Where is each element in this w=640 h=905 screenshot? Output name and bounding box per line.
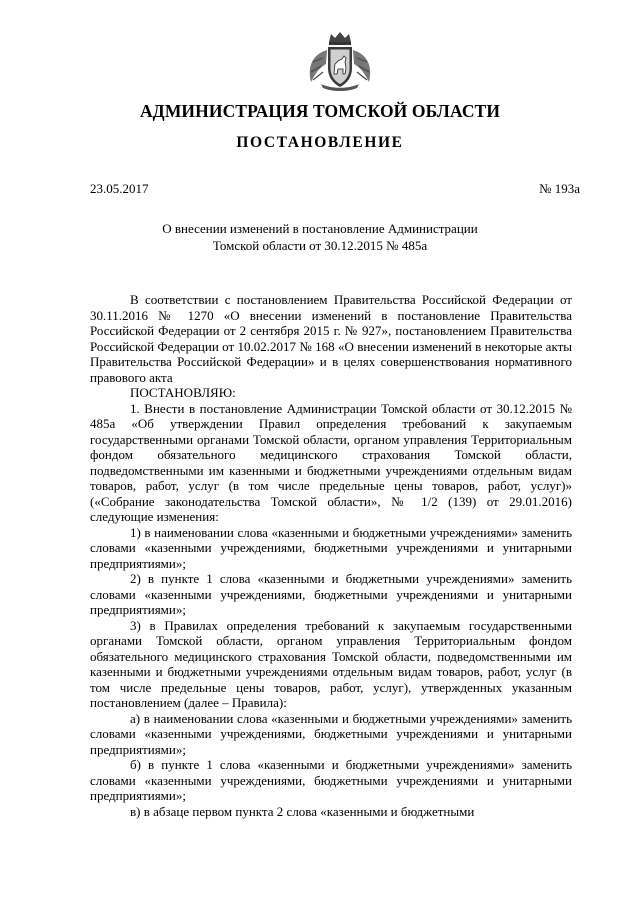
body-paragraph: б) в пункте 1 слова «казенными и бюджетными учреждениями» заменить словами «казенными учреждениями, бюджетными учреждениями и унитарными предприятиями»; — [90, 757, 572, 803]
document-title — [0, 220, 640, 254]
coat-of-arms-icon — [299, 28, 381, 92]
document-number: № 193а — [539, 181, 580, 196]
document-title-line: О внесении изменений в постановление Администрации — [162, 221, 478, 236]
body-paragraph: в) в абзаце первом пункта 2 слова «казенными и бюджетными — [130, 803, 475, 819]
body-paragraph: В соответствии с постановлением Правительства Российской Федерации от 30.11.2016 № 1270 «О внесении изменений в постановление Правительства Российской Федерации от 2 сентября 2015 г. № 927», постановлением Правительства Российской Федерации от 10.02.2017 № 168 «О внесении изменений в некоторые акты Правительства Российской Федерации» и в целях совершенствования нормативного правового акта — [90, 292, 572, 385]
body-paragraph: 1) в наименовании слова «казенными и бюджетными учреждениями» заменить словами «казенными учреждениями, бюджетными учреждениями и унитарными предприятиями»; — [90, 524, 572, 571]
body-paragraph: 3) в Правилах определения требований к закупаемым государственными органами Томской области, органом управления Территориальным фондом обязательного медицинского страхования Томской области, подведомственными им казенными и бюджетными учреждениями отдельным видам товаров, работ, услуг (в том числе предельные цены товаров, работ, услуг), утвержденных указанным постановлением (далее – Правила): — [90, 617, 572, 710]
document-type: ПОСТАНОВЛЕНИЕ — [236, 134, 404, 151]
body-paragraph: а) в наименовании слова «казенными и бюджетными учреждениями» заменить словами «казенными учреждениями, бюджетными учреждениями и унитарными предприятиями»; — [90, 710, 572, 757]
organization-name: АДМИНИСТРАЦИЯ ТОМСКОЙ ОБЛАСТИ — [139, 101, 501, 121]
body-paragraph: 1. Внести в постановление Администрации Томской области от 30.12.2015 № 485а «Об утверждении Правил определения требований к закупаемым государственными органами Томской области, органом управления Территориальным фондом обязательного медицинского страхования Томской области, подведомственными им казенными и бюджетными учреждениями отдельным видам товаров, работ, услуг (в том числе предельные цены товаров, работ, услуг)» («Собрание законодательства Томской области», № 1/2 (139) от 29.01.2016) следующие изменения: — [90, 400, 572, 524]
document-date: 23.05.2017 — [90, 181, 149, 196]
decree-keyword: ПОСТАНОВЛЯЮ: — [130, 385, 236, 400]
body-paragraph: 2) в пункте 1 слова «казенными и бюджетными учреждениями» заменить словами «казенными учреждениями, бюджетными учреждениями и унитарными предприятиями»; — [90, 571, 572, 617]
document-body — [90, 292, 572, 819]
document-title-line: Томской области от 30.12.2015 № 485а — [212, 238, 428, 253]
